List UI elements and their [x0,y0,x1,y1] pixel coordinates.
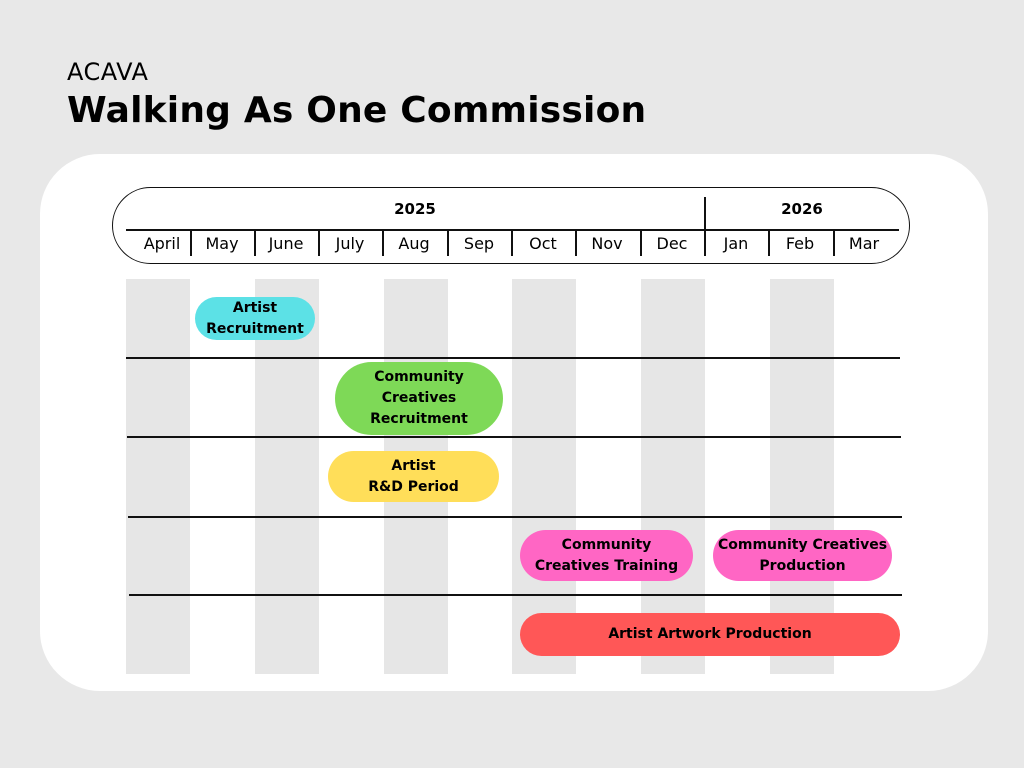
page-title: Walking As One Commission [67,90,647,131]
month-label-june: June [268,234,304,253]
month-label-aug: Aug [398,234,430,253]
organization-name: ACAVA [67,58,149,86]
row-divider [129,594,902,596]
month-label-mar: Mar [848,234,880,253]
year-label-2026: 2026 [781,200,823,218]
month-label-sep: Sep [463,234,495,253]
row-divider [126,357,900,359]
month-label-july: July [335,234,365,253]
month-label-oct: Oct [529,234,557,253]
month-label-may: May [205,234,239,253]
month-stripe-april [126,279,190,674]
month-label-dec: Dec [656,234,688,253]
row-divider [128,516,902,518]
year-divider [704,197,706,229]
activity-community-creatives-recruitment: Community Creatives Recruitment [335,362,503,435]
activity-community-creatives-training: Community Creatives Training [520,530,693,581]
activity-artist-rd-period: Artist R&D Period [328,451,499,502]
activity-artist-recruitment: Artist Recruitment [195,297,315,340]
month-label-nov: Nov [591,234,623,253]
row-divider [127,436,901,438]
month-label-april: April [143,234,181,253]
activity-community-creatives-production: Community Creatives Production [713,530,892,581]
activity-artist-artwork-production: Artist Artwork Production [520,613,900,656]
month-row-divider [126,229,899,231]
month-label-feb: Feb [785,234,815,253]
month-label-jan: Jan [723,234,749,253]
year-label-2025: 2025 [394,200,436,218]
